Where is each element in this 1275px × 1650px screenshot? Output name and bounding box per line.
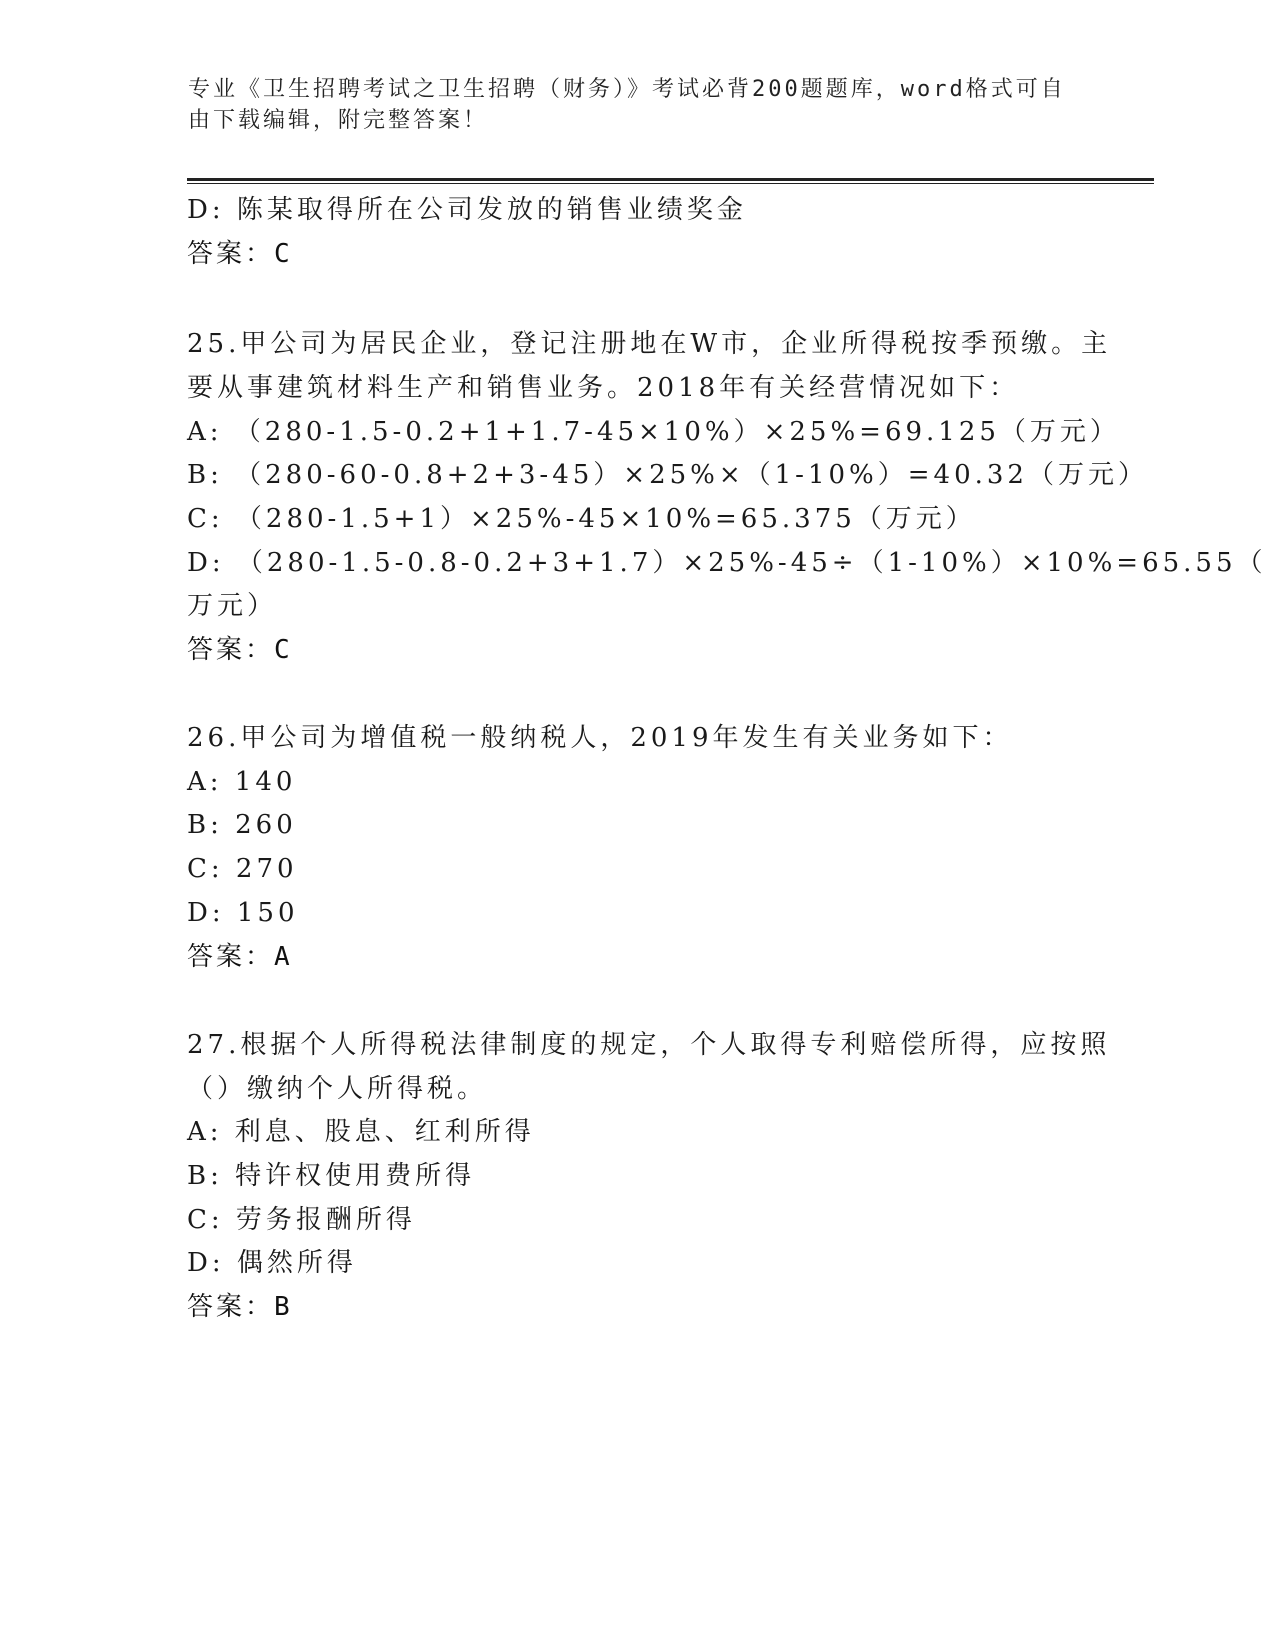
q27-stem-line-1: 27.根据个人所得税法律制度的规定，个人取得专利赔偿所得，应按照 xyxy=(187,1030,1111,1060)
prev-option-d: D: 陈某取得所在公司发放的销售业绩奖金 xyxy=(187,195,747,225)
q25-stem-line-2: 要从事建筑材料生产和销售业务。2018年有关经营情况如下： xyxy=(187,373,1020,403)
q25-answer: 答案：C xyxy=(187,635,293,665)
q26-option-c: C: 270 xyxy=(187,854,298,884)
q25-option-b: B: （280-60-0.8+2+3-45）×25%×（1-10%）=40.32（万元） xyxy=(187,460,1148,490)
q27-option-a: A: 利息、股息、红利所得 xyxy=(187,1117,535,1147)
q27-answer: 答案：B xyxy=(187,1292,293,1322)
prev-answer: 答案：C xyxy=(187,239,293,269)
document-header xyxy=(188,74,1068,136)
header-line-1: 专业《卫生招聘考试之卫生招聘（财务）》考试必背200题题库，word格式可自 xyxy=(188,77,1066,102)
q27-option-b: B: 特许权使用费所得 xyxy=(187,1161,476,1191)
q27-option-d: D: 偶然所得 xyxy=(187,1248,357,1278)
q27-option-c: C: 劳务报酬所得 xyxy=(187,1205,416,1235)
q26-option-d: D: 150 xyxy=(187,898,299,928)
q25-option-d-line-1: D: （280-1.5-0.8-0.2+3+1.7）×25%-45÷（1-10%）×10%=65.55（ xyxy=(187,548,1267,578)
q26-option-b: B: 260 xyxy=(187,810,297,840)
q27-stem-line-2: （）缴纳个人所得税。 xyxy=(187,1074,488,1104)
q25-option-d-line-2: 万元） xyxy=(187,591,278,621)
header-line-2: 由下载编辑，附完整答案！ xyxy=(188,108,489,133)
header-divider-thick xyxy=(187,178,1154,181)
q25-option-c: C: （280-1.5+1）×25%-45×10%=65.375（万元） xyxy=(187,504,976,534)
q25-stem-line-1: 25.甲公司为居民企业，登记注册地在W市，企业所得税按季预缴。主 xyxy=(187,329,1112,359)
q26-stem: 26.甲公司为增值税一般纳税人，2019年发生有关业务如下： xyxy=(187,723,1013,753)
q26-answer: 答案：A xyxy=(187,942,293,972)
header-divider-thin xyxy=(187,183,1154,184)
q25-option-a: A: （280-1.5-0.2+1+1.7-45×10%）×25%=69.125（万元） xyxy=(187,417,1120,447)
q26-option-a: A: 140 xyxy=(187,767,297,797)
